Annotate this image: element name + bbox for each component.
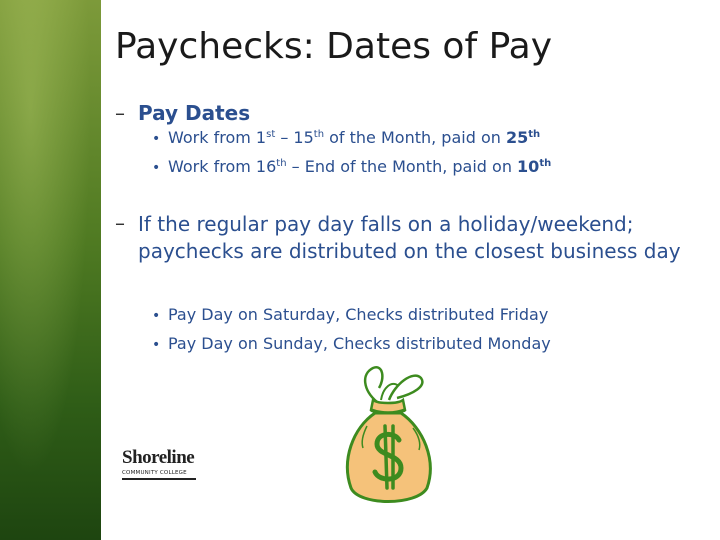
green-sidebar	[0, 0, 101, 540]
bullet-dot: •	[152, 131, 161, 147]
bullet-sup: th	[313, 129, 325, 140]
bullet-text-pre: Work from 16	[168, 157, 277, 176]
bullet-sup: st	[266, 129, 276, 140]
logo-subtitle: COMMUNITY COLLEGE	[122, 470, 187, 476]
money-bag-icon	[333, 360, 443, 510]
pay-date-bullet-2	[152, 157, 551, 176]
logo-underline	[122, 478, 196, 480]
bullet-text: Pay Day on Sunday, Checks distributed Monday	[168, 334, 551, 353]
bullet-dot: •	[152, 337, 161, 353]
bullet-dot: •	[152, 160, 161, 176]
bullet-text-pre: Work from 1	[168, 128, 267, 147]
pay-date-bullet-1	[152, 128, 540, 147]
bullet-text-post: of the Month, paid on	[324, 128, 506, 147]
pay-day-value: 25	[505, 128, 529, 147]
slide-title: Paychecks: Dates of Pay	[115, 26, 553, 67]
pay-day-value: 10	[517, 157, 540, 176]
pay-day-sup: th	[539, 158, 552, 169]
shoreline-logo	[122, 447, 202, 480]
weekend-bullet-2	[152, 334, 551, 353]
pay-dates-heading: Pay Dates	[138, 101, 251, 125]
section2-dash: –	[115, 211, 125, 235]
logo-name: Shoreline	[122, 447, 195, 468]
section1-dash: –	[115, 101, 125, 125]
holiday-weekend-text: If the regular pay day falls on a holiday/weekend; paychecks are distributed on the closest business day	[138, 212, 681, 263]
bullet-text-mid: – End of the Month, paid on	[286, 157, 518, 176]
pay-day-sup: th	[528, 129, 541, 140]
weekend-bullet-1	[152, 305, 548, 324]
bullet-text: Pay Day on Saturday, Checks distributed Friday	[168, 305, 549, 324]
bullet-text-mid: – 15	[275, 128, 314, 147]
bullet-dot: •	[152, 308, 161, 324]
bullet-sup: th	[276, 158, 287, 169]
